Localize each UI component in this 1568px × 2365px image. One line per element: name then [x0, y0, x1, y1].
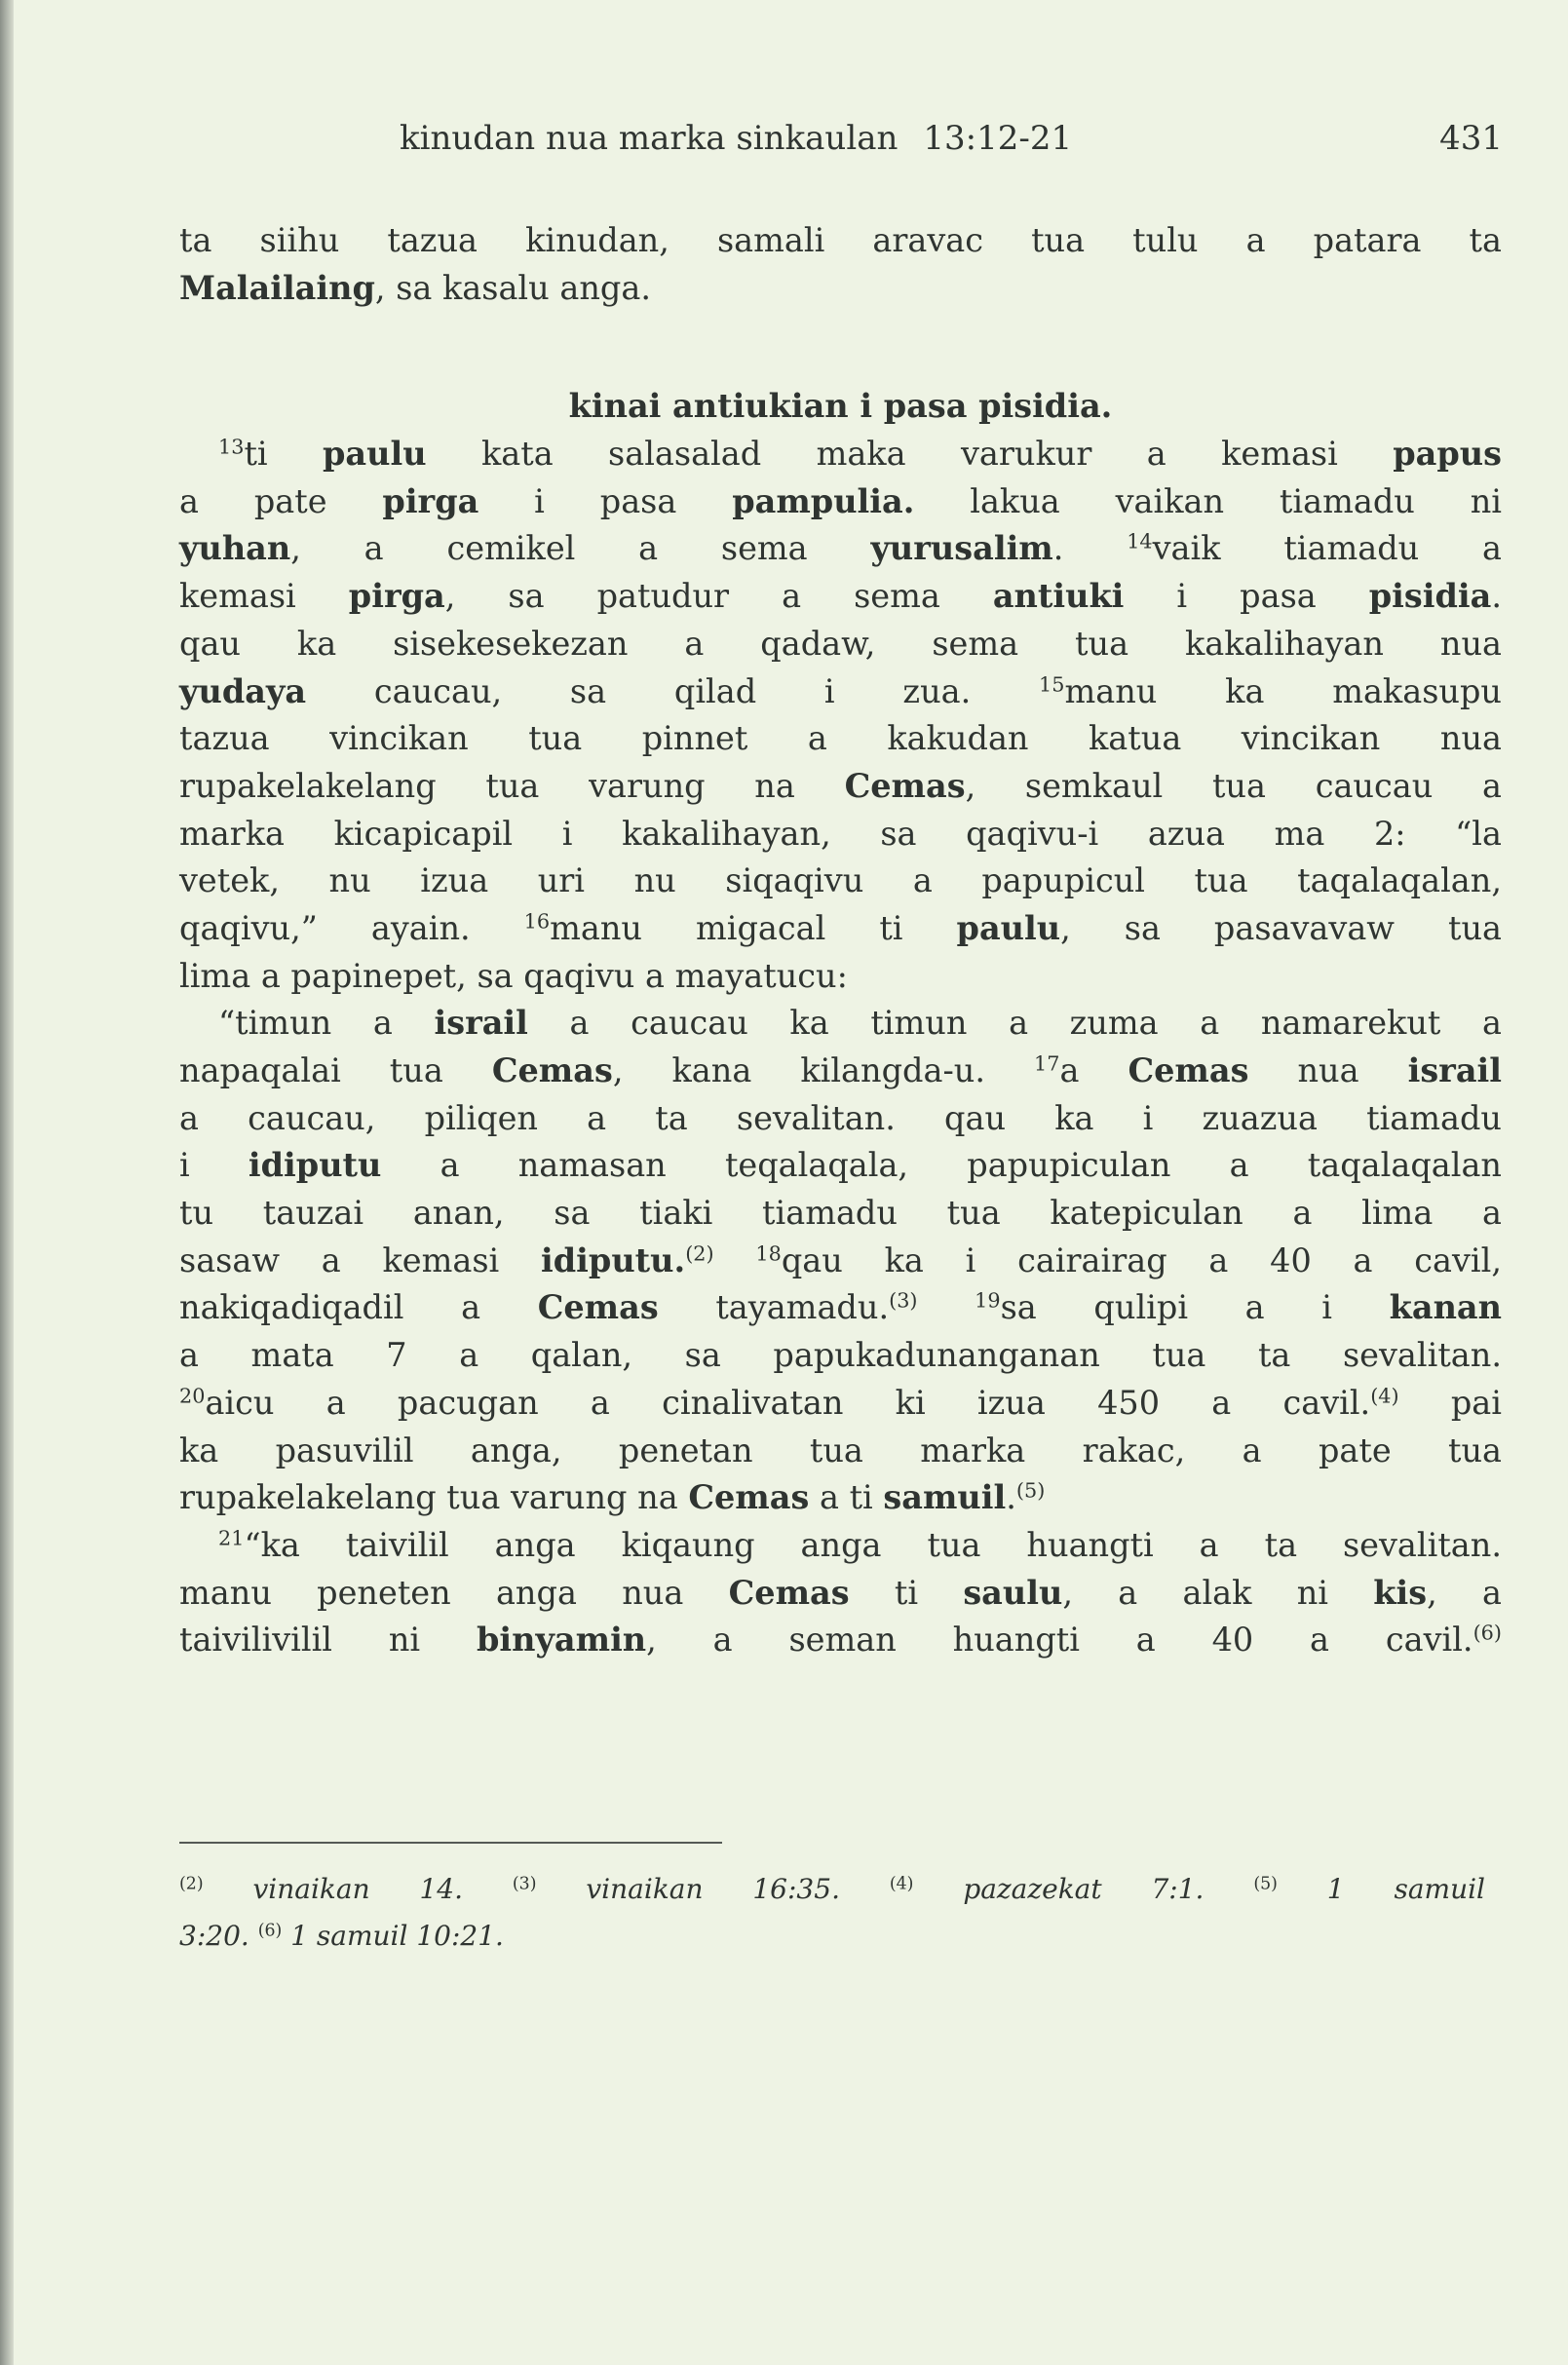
verse-or-note-marker: (6) [257, 1921, 283, 1941]
text-line [179, 811, 1502, 858]
text-line [179, 525, 1502, 573]
header-reference: 13:12-21 [923, 119, 1073, 158]
text-segment: a pate [179, 481, 383, 520]
text-segment [249, 1920, 258, 1952]
text-segment: 1 samuil [1326, 1873, 1486, 1905]
text-segment: , sa patudur a sema [444, 577, 993, 616]
text-segment [840, 1873, 890, 1905]
text-segment: lima a papinepet, sa qaqivu a mayatucu: [179, 956, 848, 995]
text-segment: a [1059, 1051, 1128, 1089]
verse-or-note-marker: 13 [218, 435, 245, 459]
text-segment [913, 1873, 963, 1905]
header-title-wrap [400, 119, 1072, 158]
bold-term: Cemas [688, 1478, 810, 1517]
text-segment [463, 1873, 513, 1905]
bold-term: pirga [382, 481, 479, 520]
bold-term: yudaya [179, 671, 307, 710]
text-segment: a caucau, piliqen a ta sevalitan. qau ka i zuazua tiamadu [179, 1098, 1502, 1137]
text-segment: . [1006, 1478, 1016, 1517]
verse-or-note-marker: 17 [1034, 1051, 1060, 1076]
text-segment: ti [244, 435, 323, 474]
text-segment: “ka taivilil anga kiqaung anga tua huangti a ta sevalitan. [244, 1525, 1502, 1564]
text-segment: sasaw a kemasi [179, 1240, 542, 1279]
text-segment: a namasan teqalaqala, papupiculan a taqalaqalan [381, 1146, 1502, 1185]
text-segment [1204, 1873, 1253, 1905]
bold-term: Cemas [1128, 1051, 1249, 1089]
bold-term: kis [1373, 1573, 1428, 1612]
page-number: 431 [1439, 119, 1503, 158]
intro-lines [179, 217, 1502, 312]
text-segment: pai [1398, 1383, 1502, 1422]
bold-term: israil [1407, 1051, 1502, 1089]
footnote-rule [179, 1842, 722, 1844]
text-segment: nakiqadiqadil a [179, 1288, 538, 1327]
text-segment: i pasa [1124, 577, 1369, 616]
text-segment: napaqalai tua [179, 1051, 492, 1089]
text-segment: i [179, 1146, 249, 1185]
text-line [179, 1095, 1502, 1143]
header-title: kinudan nua marka sinkaulan [400, 119, 899, 158]
bold-term: idiputu [248, 1146, 382, 1185]
text-segment: “timun a [218, 1004, 435, 1043]
text-line [179, 478, 1502, 526]
text-line [179, 1570, 1502, 1618]
text-segment: , semkaul tua caucau a [965, 766, 1502, 805]
text-segment: ti [849, 1573, 964, 1612]
verse-or-note-marker: (5) [1015, 1478, 1046, 1503]
text-line [179, 1190, 1502, 1238]
text-line [179, 1332, 1502, 1380]
text-line [179, 763, 1502, 811]
text-segment: qau ka i cairairag a 40 a cavil, [781, 1240, 1502, 1279]
text-segment: marka kicapicapil i kakalihayan, sa qaqivu-i azua ma 2: “la [179, 814, 1502, 853]
text-segment: taivilivilil ni [179, 1621, 477, 1659]
text-segment: sa qulipi a i [1000, 1288, 1390, 1327]
verse-or-note-marker: 15 [1039, 672, 1065, 697]
verse-or-note-marker: 21 [218, 1526, 245, 1550]
main-text [179, 431, 1502, 1664]
bold-term: paulu [956, 908, 1061, 947]
bold-term: Cemas [844, 766, 966, 805]
text-segment: , sa kasalu anga. [374, 268, 651, 307]
bold-term: samuil [883, 1478, 1007, 1517]
verse-or-note-marker: 20 [179, 1384, 206, 1408]
bold-term: pampulia. [732, 481, 915, 520]
text-line [179, 1380, 1502, 1428]
verse-or-note-marker: (3) [512, 1874, 537, 1894]
text-segment: . [1052, 529, 1128, 568]
text-segment: vinaikan 14. [252, 1873, 464, 1905]
text-segment [282, 1920, 290, 1952]
text-segment: nua [1248, 1051, 1408, 1089]
text-segment: i pasa [478, 481, 733, 520]
bold-term: idiputu. [541, 1240, 686, 1279]
text-segment: vaik tiamadu a [1152, 529, 1502, 568]
text-segment: kemasi [179, 577, 349, 616]
text-line [179, 1000, 1502, 1048]
verse-or-note-marker: (4) [1370, 1384, 1399, 1408]
text-segment: tu tauzai anan, sa tiaki tiamadu tua katepiculan a lima a [179, 1194, 1502, 1233]
text-line [179, 217, 1502, 265]
verse-or-note-marker: 18 [755, 1241, 782, 1266]
text-line [179, 1284, 1502, 1332]
text-line [179, 1617, 1502, 1664]
bold-term: kanan [1389, 1288, 1502, 1327]
text-segment: , kana kilangda-u. [612, 1051, 1035, 1089]
bold-term: antiuki [992, 577, 1125, 616]
page-edge-shadow [0, 0, 14, 2365]
text-segment: , sa pasavavaw tua [1060, 908, 1502, 947]
text-segment: caucau, sa qilad i zua. [306, 671, 1040, 710]
text-segment [714, 1241, 756, 1279]
text-line [179, 1048, 1502, 1095]
bold-term: yurusalim [870, 529, 1053, 568]
bold-term: Cemas [728, 1573, 850, 1612]
text-line [179, 573, 1502, 621]
text-segment [918, 1288, 975, 1326]
bold-term: Cemas [537, 1288, 659, 1327]
bold-term: Cemas [491, 1051, 613, 1089]
verse-or-note-marker: 14 [1127, 530, 1153, 554]
text-segment: , a seman huangti a 40 a cavil. [646, 1621, 1473, 1659]
text-segment: a mata 7 a qalan, sa papukadunanganan tua ta sevalitan. [179, 1336, 1502, 1375]
verse-or-note-marker: 19 [975, 1289, 1001, 1314]
text-segment: qau ka sisekesekezan a qadaw, sema tua kakalihayan nua [179, 624, 1502, 663]
text-segment: ka pasuvilil anga, penetan tua marka rakac, a pate tua [179, 1430, 1502, 1469]
text-segment: 3:20. [179, 1920, 249, 1952]
verse-or-note-marker: (4) [889, 1874, 914, 1894]
verse-or-note-marker: 16 [523, 909, 551, 934]
text-segment: , a alak ni [1062, 1573, 1374, 1612]
text-segment: , a [1427, 1573, 1502, 1612]
text-segment: pazazekat 7:1. [963, 1873, 1205, 1905]
bold-term: papus [1393, 435, 1502, 474]
running-header [400, 119, 1503, 168]
text-segment: vinaikan 16:35. [586, 1873, 840, 1905]
text-segment: aicu a pacugan a cinalivatan ki izua 450 a cavil. [205, 1383, 1371, 1422]
bold-term: binyamin [476, 1621, 647, 1659]
text-segment: manu ka makasupu [1064, 671, 1502, 710]
text-segment: rupakelakelang tua varung na [179, 766, 845, 805]
text-line [179, 905, 1502, 953]
footnote-line [179, 1913, 1485, 1960]
text-segment: , a cemikel a sema [290, 529, 871, 568]
text-segment: tazua vincikan tua pinnet a kakudan katua vincikan nua [179, 719, 1502, 758]
text-line [179, 621, 1502, 668]
text-line [179, 953, 1502, 1001]
text-segment: lakua vaikan tiamadu ni [914, 481, 1502, 520]
page-body [179, 217, 1502, 1664]
text-line [179, 715, 1502, 763]
text-line [179, 1474, 1502, 1522]
text-line [179, 265, 1502, 313]
bold-term: saulu [963, 1573, 1063, 1612]
verse-or-note-marker: (5) [1253, 1874, 1278, 1894]
text-line [179, 1428, 1502, 1475]
footnote-line [179, 1866, 1485, 1913]
text-line [179, 668, 1502, 716]
text-segment: manu migacal ti [550, 908, 957, 947]
text-segment: manu peneten anga nua [179, 1573, 729, 1612]
text-segment: kata salasalad maka varukur a kemasi [426, 435, 1394, 474]
bold-term: pisidia [1368, 577, 1492, 616]
text-segment: a caucau ka timun a zuma a namarekut a [527, 1004, 1502, 1043]
text-line [179, 431, 1502, 478]
text-segment [1278, 1873, 1327, 1905]
text-segment: a ti [809, 1478, 884, 1517]
verse-or-note-marker: (3) [889, 1289, 918, 1314]
text-segment: rupakelakelang tua varung na [179, 1478, 689, 1517]
verse-or-note-marker: (2) [179, 1874, 204, 1894]
text-segment: qaqivu,” ayain. [179, 908, 524, 947]
text-line [179, 1238, 1502, 1285]
footnotes [179, 1866, 1485, 1960]
text-line [179, 1522, 1502, 1570]
bold-term: paulu [323, 435, 427, 474]
verse-or-note-marker: (6) [1472, 1621, 1502, 1645]
bold-term: israil [434, 1004, 528, 1043]
text-segment [204, 1873, 253, 1905]
bold-term: Malailaing [179, 268, 375, 307]
text-segment: tayamadu. [658, 1288, 890, 1327]
text-segment: 1 samuil 10:21. [290, 1920, 504, 1952]
text-segment: . [1491, 577, 1502, 616]
text-line [179, 858, 1502, 905]
text-segment: ta siihu tazua kinudan, samali aravac tua tulu a patara ta [179, 221, 1502, 259]
text-line [179, 1142, 1502, 1190]
verse-or-note-marker: (2) [685, 1241, 714, 1266]
bold-term: yuhan [179, 529, 291, 568]
section-heading: kinai antiukian i pasa pisidia. [568, 387, 1113, 426]
bold-term: pirga [348, 577, 445, 616]
text-segment [536, 1873, 586, 1905]
text-segment: vetek, nu izua uri nu siqaqivu a papupicul tua taqalaqalan, [179, 861, 1502, 900]
